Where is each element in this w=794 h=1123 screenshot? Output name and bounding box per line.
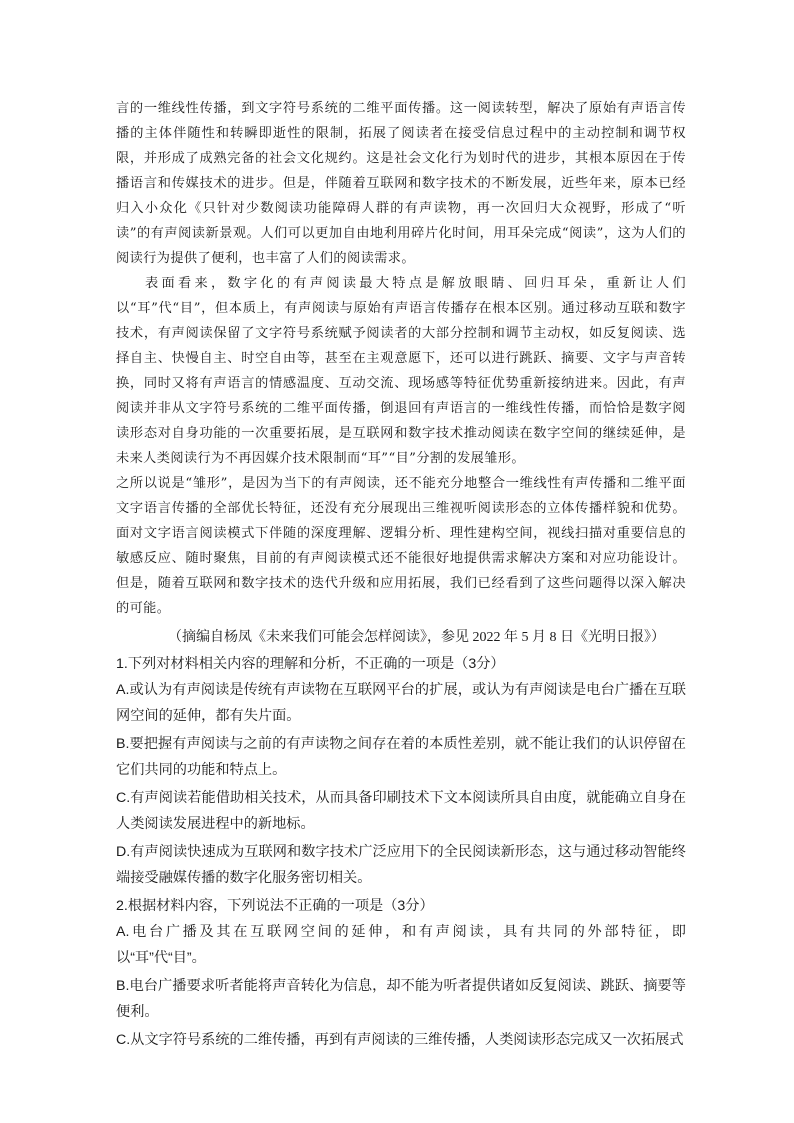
question-option-a: A.电台广播及其在互联网空间的延伸，和有声阅读，具有共同的外部特征，即以“耳”代“目”。: [116, 924, 686, 966]
passage-source-citation: （摘编自杨凤《未来我们可能会怎样阅读》，参见 2022 年 5 月 8 日《光明日报》）: [168, 630, 665, 645]
question-option-b: B.电台广播要求听者能将声音转化为信息，却不能为听者提供诸如反复阅读、跳跃、摘要等便利。: [116, 978, 686, 1020]
question-option-b: B.要把握有声阅读与之前的有声读物之间存在着的本质性差别，就不能让我们的认识停留在它们共同的功能和特点上。: [116, 736, 686, 778]
reading-passage: [116, 96, 686, 621]
question-option-a: A.或认为有声阅读是传统有声读物在互联网平台的扩展，或认为有声阅读是电台广播在互联网空间的延伸，都有失片面。: [116, 682, 686, 724]
question-1: [116, 651, 686, 891]
question-option-d: D.有声阅读快速成为互联网和数字技术广泛应用下的全民阅读新形态，这与通过移动智能终端接受融媒传播的数字化服务密切相关。: [116, 844, 686, 886]
question-option-c: C.有声阅读若能借助相关技术，从而具备印刷技术下文本阅读所具自由度，就能确立自身在人类阅读发展进程中的新地标。: [116, 790, 686, 832]
question-stem: 2.根据材料内容，下列说法不正确的一项是（3分）: [116, 898, 434, 914]
question-list: [116, 651, 686, 1053]
passage-paragraph-3: 之所以说是“雏形”，是因为当下的有声阅读，还不能充分地整合一维线性有声传播和二维平面文字语言传播的全部优长特征，还没有充分展现出三维视听阅读形态的立体传播样貌和优势。面对文字语言阅读模式下伴随的深度理解、逻辑分析、理性建构空间，视线扫描对重要信息的敏感反应、随时聚焦，目前的有声阅读模式还不能很好地提供需求解决方案和对应功能设计。但是，随着互联网和数字技术的迭代升级和应用拓展，我们已经看到了这些问题得以深入解决的可能。: [116, 476, 686, 616]
question-stem: 1.下列对材料相关内容的理解和分析，不正确的一项是（3分）: [116, 656, 505, 672]
question-2: [116, 893, 686, 1053]
passage-paragraph-2: 表面看来，数字化的有声阅读最大特点是解放眼睛、回归耳朵，重新让人们以“耳”代“目”，但本质上，有声阅读与原始有声语言传播存在根本区别。通过移动互联和数字技术，有声阅读保留了文字符号系统赋予阅读者的大部分控制和调节主动权，如反复阅读、选择自主、快慢自主、时空自由等，甚至在主观意愿下，还可以进行跳跃、摘要、文字与声音转换，同时又将有声语言的情感温度、互动交流、现场感等特征优势重新接纳进来。因此，有声阅读并非从文字符号系统的二维平面传播，倒退回有声语言的一维线性传播，而恰恰是数字阅读形态对自身功能的一次重要拓展，是互联网和数字技术推动阅读在数字空间的继续延伸，是未来人类阅读行为不再因媒介技术限制而“耳”“目”分割的发展雏形。: [116, 276, 686, 466]
question-option-c: C.从文字符号系统的二维传播，再到有声阅读的三维传播，人类阅读形态完成又一次拓展式: [116, 1032, 684, 1048]
passage-paragraph-1: 言的一维线性传播，到文字符号系统的二维平面传播。这一阅读转型，解决了原始有声语言传播的主体伴随性和转瞬即逝性的限制，拓展了阅读者在接受信息过程中的主动控制和调节权限，并形成了成熟完备的社会文化规约。这是社会文化行为划时代的进步，其根本原因在于传播语言和传媒技术的进步。但是，伴随着互联网和数字技术的不断发展，近些年来，原本已经归入小众化《只针对少数阅读功能障碍人群的有声读物，再一次回归大众视野，形成了“听读”的有声阅读新景观。人们可以更加自由地利用碎片化时间，用耳朵完成“阅读”，这为人们的阅读行为提供了便利，也丰富了人们的阅读需求。: [116, 101, 686, 266]
